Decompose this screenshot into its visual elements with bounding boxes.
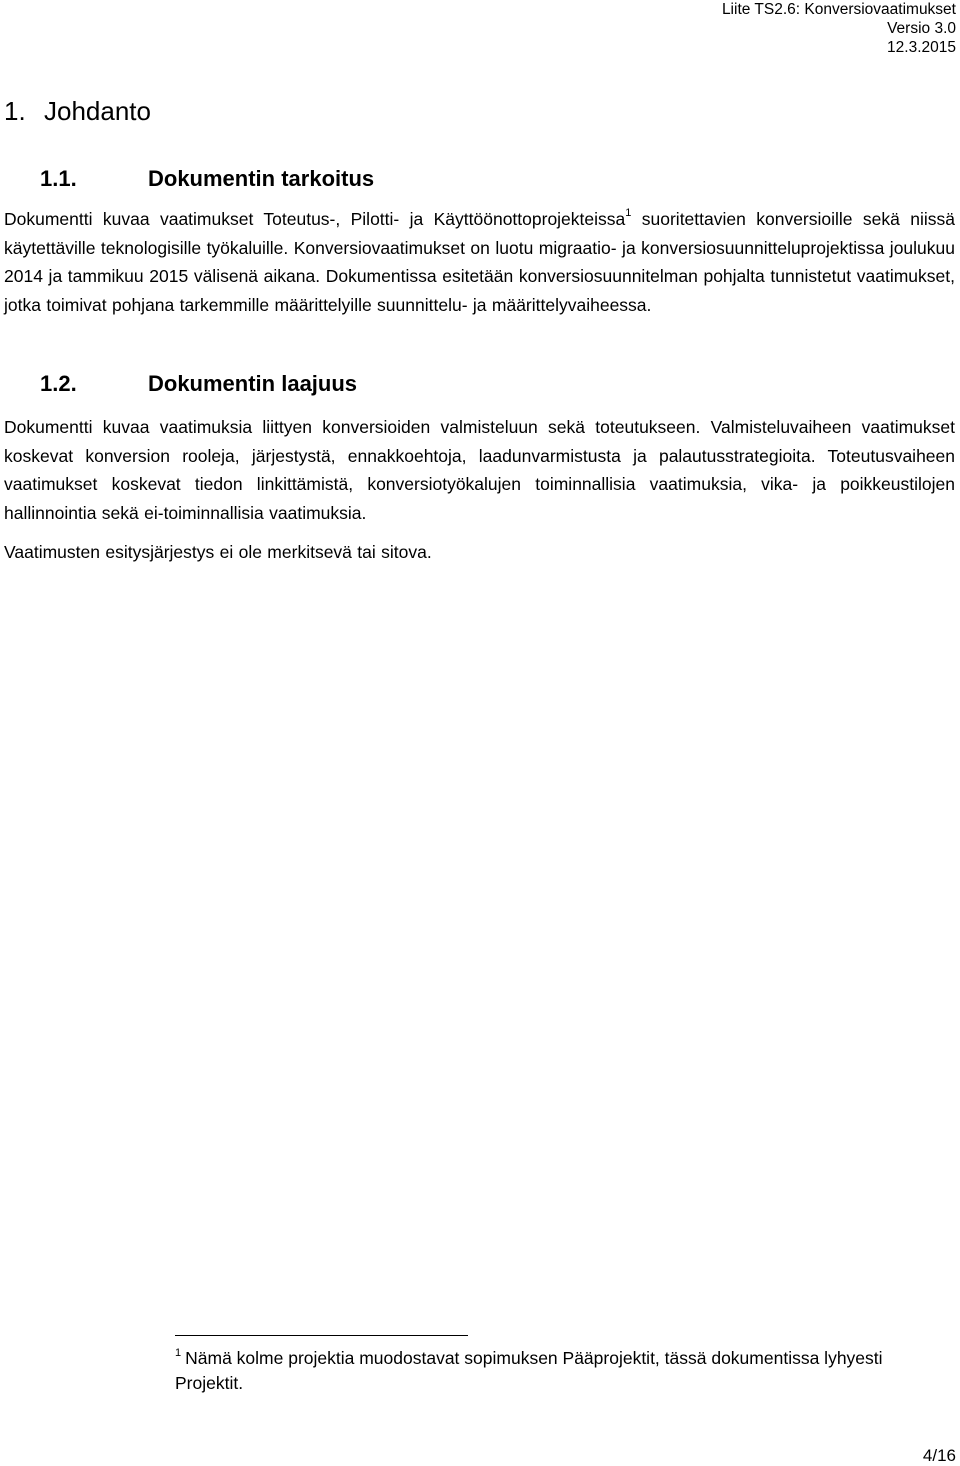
footnote-marker: 1 <box>175 1347 182 1359</box>
heading-title: Dokumentin tarkoitus <box>148 166 375 191</box>
header-date: 12.3.2015 <box>887 39 956 56</box>
heading-number: 1. <box>4 96 26 126</box>
page-number: 4/16 <box>922 1446 956 1465</box>
footnote-reference: 1 <box>625 207 632 219</box>
heading-section-1-2 <box>40 369 357 399</box>
heading-number: 1.1. <box>40 166 77 191</box>
paragraph-purpose <box>4 205 955 319</box>
header-attachment-title: Liite TS2.6: Konversiovaatimukset <box>721 1 956 18</box>
heading-number: 1.2. <box>40 371 77 396</box>
heading-title: Johdanto <box>44 96 151 126</box>
paragraph-text: suoritettavien konversioille sekä niissä käytettäville teknologisille työkaluille. Konversiovaatimukset on luotu migraatio- ja konversiosuunnitteluprojektissa joulukuu 2014 ja tammikuu 2015 välisenä aikana. Dokumentissa esitetään konversiosuunnitelman pohjalta tunnistetut vaatimukset, jotka toimivat pohjana tarkemmille määrittelyille suunnittelu- ja määrittelyvaiheessa. <box>4 209 955 315</box>
paragraph-order-note: Vaatimusten esitysjärjestys ei ole merkitsevä tai sitova. <box>4 542 432 562</box>
paragraph-text: Dokumentti kuvaa vaatimukset Toteutus-, Pilotti- ja Käyttöönottoprojekteissa <box>4 209 626 229</box>
footnote-separator <box>175 1335 468 1336</box>
footnote <box>175 1346 935 1396</box>
heading-section-1-1 <box>40 164 374 194</box>
header-version: Versio 3.0 <box>887 20 956 37</box>
heading-section-1 <box>4 94 151 128</box>
heading-title: Dokumentin laajuus <box>148 371 358 396</box>
paragraph-scope: Dokumentti kuvaa vaatimuksia liittyen konversioiden valmisteluun sekä toteutukseen. Valmisteluvaiheen vaatimukset koskevat konversion rooleja, järjestystä, ennakkoehtoja, laadunvarmistusta ja palautusstrategioita. Toteutusvaiheen vaatimukset koskevat tiedon linkittämistä, konversiotyökalujen toiminnallisia vaatimuksia, vika- ja poikkeustilojen hallinnointia sekä ei-toiminnallisia vaatimuksia. <box>4 417 955 523</box>
page-header <box>722 0 956 57</box>
footnote-text: Nämä kolme projektia muodostavat sopimuksen Pääprojektit, tässä dokumentissa lyhyesti Projektit. <box>175 1348 883 1393</box>
